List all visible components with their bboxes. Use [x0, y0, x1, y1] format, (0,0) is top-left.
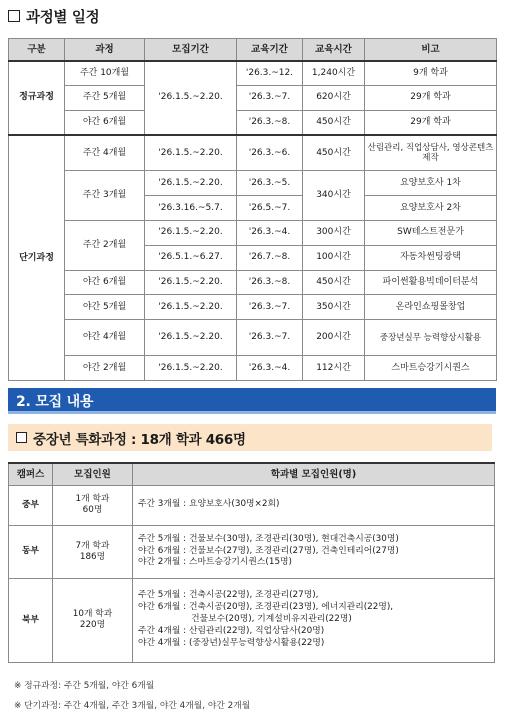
edu-period-cell: '26.3.~12.: [237, 61, 303, 86]
note-cell: 9개 학과: [365, 61, 497, 86]
hours-cell: 450시간: [303, 110, 365, 135]
dept-count: 7개 학과: [75, 540, 110, 551]
table-row: [9, 220, 497, 245]
note-cell: 요양보호사 2차: [365, 196, 497, 221]
detail-line: 주간 3개월 : 요양보호사(30명×2회): [138, 499, 280, 510]
hours-cell: 1,240시간: [303, 61, 365, 86]
note-cell: 요양보호사 1차: [365, 171, 497, 196]
count-cell: [53, 578, 133, 662]
course-cell: 주간 5개월: [65, 85, 145, 110]
people-count: 220명: [79, 620, 106, 630]
detail-cell: [133, 578, 495, 662]
table-row: [9, 171, 497, 196]
edu-period-cell: '26.3.~7.: [237, 320, 303, 356]
edu-period-cell: '26.3.~6.: [237, 135, 303, 171]
count-cell: [53, 485, 133, 525]
campus-cell: 동부: [9, 525, 53, 578]
table-row: [9, 578, 495, 662]
course-cell: 야간 6개월: [65, 110, 145, 135]
section-banner-title: 2. 모집 내용: [16, 394, 94, 410]
people-count: 186명: [79, 551, 106, 562]
section-title-text: 과정별 일정: [26, 9, 100, 26]
course-cell: 주간 10개월: [65, 61, 145, 86]
detail-line: 주간 5개월 : 건축시공(22명), 조경관리(27명),: [138, 590, 319, 601]
header-cell: 구분: [9, 39, 65, 61]
hours-cell: 300시간: [303, 220, 365, 245]
recruit-period-cell: '26.1.5.~2.20.: [145, 220, 237, 245]
note-cell: 29개 학과: [365, 110, 497, 135]
course-cell: 야간 6개월: [65, 270, 145, 295]
table-header-row: [9, 463, 495, 485]
section-title-schedule: [8, 6, 99, 26]
hours-cell: 620시간: [303, 85, 365, 110]
recruitment-table: [8, 462, 495, 663]
detail-line: 야간 6개월 : 건축시공(20명), 조경관리(23명), 에너지관리(22명),: [138, 602, 394, 613]
dept-count: 10개 학과: [72, 609, 113, 620]
count-cell: [53, 525, 133, 578]
campus-cell: 북부: [9, 578, 53, 662]
header-cell: 모집기간: [145, 39, 237, 61]
table-row: [9, 270, 497, 295]
checkbox-square-icon: [16, 432, 27, 443]
table-row: [9, 61, 497, 86]
recruit-period-cell: '26.5.1.~6.27.: [145, 245, 237, 270]
note-cell: 온라인쇼핑몰창업: [365, 295, 497, 320]
dept-count: 1개 학과: [75, 494, 110, 505]
detail-cell: [133, 525, 495, 578]
course-cell: 주간 4개월: [65, 135, 145, 171]
recruit-period-cell: '26.1.5.~2.20.: [145, 320, 237, 356]
table-header-row: [9, 39, 497, 61]
edu-period-cell: '26.3.~5.: [237, 171, 303, 196]
course-cell: 주간 2개월: [65, 220, 145, 270]
table-row: [9, 110, 497, 135]
hours-cell: 350시간: [303, 295, 365, 320]
recruit-period-cell: '26.3.16.~5.7.: [145, 196, 237, 221]
note-cell: 스마트승강기시퀀스: [365, 356, 497, 381]
detail-cell: [133, 485, 495, 525]
hours-cell: 450시간: [303, 135, 365, 171]
edu-period-cell: '26.3.~8.: [237, 270, 303, 295]
table-row: [9, 356, 497, 381]
note-cell: SW테스트전문가: [365, 220, 497, 245]
table-row: [9, 485, 495, 525]
subsection-title: 중장년 특화과정 : 18개 학과 466명: [33, 431, 246, 448]
header-cell: 과정: [65, 39, 145, 61]
category-cell: 단기과정: [9, 135, 65, 381]
edu-period-cell: '26.5.~7.: [237, 196, 303, 221]
hours-cell: 450시간: [303, 270, 365, 295]
recruit-period-cell: '26.1.5.~2.20.: [145, 135, 237, 171]
recruit-period-cell: '26.1.5.~2.20.: [145, 295, 237, 320]
header-cell: 캠퍼스: [9, 463, 53, 485]
header-cell: 교육기간: [237, 39, 303, 61]
edu-period-cell: '26.3.~4.: [237, 220, 303, 245]
detail-line: 주간 5개월 : 건물보수(30명), 조경관리(30명), 현대건축시공(30명): [138, 533, 399, 544]
checkbox-square-icon: [8, 10, 20, 22]
course-cell: 야간 2개월: [65, 356, 145, 381]
edu-period-cell: '26.3.~4.: [237, 356, 303, 381]
hours-cell: 112시간: [303, 356, 365, 381]
note-cell: 산림관리, 직업상담사, 영상콘텐츠제작: [365, 135, 497, 171]
footnote-short: ※ 단기과정: 주간 4개월, 주간 3개월, 야간 4개월, 야간 2개월: [14, 701, 251, 711]
header-cell: 비고: [365, 39, 497, 61]
recruit-period-cell: '26.1.5.~2.20.: [145, 61, 237, 135]
campus-cell: 중부: [9, 485, 53, 525]
hours-cell: 340시간: [303, 171, 365, 221]
course-cell: 주간 3개월: [65, 171, 145, 221]
edu-period-cell: '26.3.~7.: [237, 85, 303, 110]
recruit-period-cell: '26.1.5.~2.20.: [145, 171, 237, 196]
edu-period-cell: '26.7.~8.: [237, 245, 303, 270]
section-banner-recruitment: [8, 388, 496, 414]
detail-line: 주간 4개월 : 산림관리(22명), 직업상담사(20명): [138, 625, 325, 636]
recruit-period-cell: '26.1.5.~2.20.: [145, 270, 237, 295]
course-cell: 야간 4개월: [65, 320, 145, 356]
edu-period-cell: '26.3.~8.: [237, 110, 303, 135]
detail-line: 건물보수(20명), 기계설비유지관리(22명): [138, 614, 352, 625]
table-row: [9, 525, 495, 578]
edu-period-cell: '26.3.~7.: [237, 295, 303, 320]
note-cell: 자동차썬팅광택: [365, 245, 497, 270]
hours-cell: 200시간: [303, 320, 365, 356]
header-cell: 교육시간: [303, 39, 365, 61]
detail-line: 야간 4개월 : (중장년)실무능력향상시활용(22명): [138, 637, 325, 648]
note-cell: 중장년실무 능력향상시활용: [365, 320, 497, 356]
table-row: [9, 320, 497, 356]
subsection-banner: [8, 424, 492, 451]
category-cell: 정규과정: [9, 61, 65, 135]
hours-cell: 100시간: [303, 245, 365, 270]
table-row: [9, 295, 497, 320]
detail-line: 야간 6개월 : 건물보수(27명), 조경관리(27명), 건축인테리어(27명): [138, 545, 399, 556]
recruit-period-cell: '26.1.5.~2.20.: [145, 356, 237, 381]
header-cell: 모집인원: [53, 463, 133, 485]
table-row: [9, 85, 497, 110]
table-row: [9, 135, 497, 171]
people-count: 60명: [82, 505, 103, 515]
note-cell: 29개 학과: [365, 85, 497, 110]
course-cell: 야간 5개월: [65, 295, 145, 320]
note-cell: 파이썬활용빅데이터분석: [365, 270, 497, 295]
schedule-table: [8, 38, 497, 381]
detail-line: 야간 2개월 : 스마트승강기시퀀스(15명): [138, 557, 292, 568]
header-cell: 학과별 모집인원(명): [133, 463, 495, 485]
footnote-regular: ※ 정규과정: 주간 5개월, 야간 6개월: [14, 681, 155, 691]
